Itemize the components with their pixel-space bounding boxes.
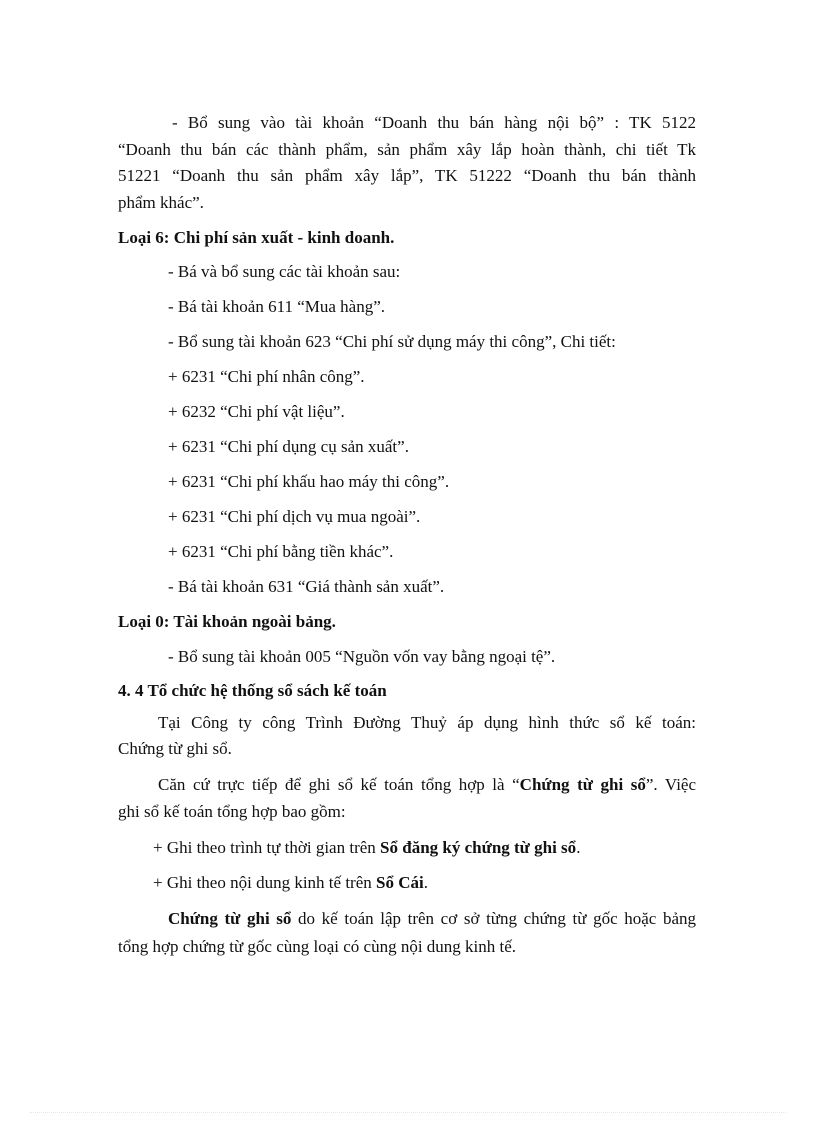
list-item: + 6232 “Chi phí vật liệu”. (168, 402, 345, 421)
list-item: + 6231 “Chi phí khấu hao máy thi công”. (168, 472, 450, 491)
bullet-economic (153, 873, 428, 893)
bullet-1-bold: Sổ đăng ký chứng từ ghi sổ (380, 838, 577, 857)
list-item: - Bá tài khoản 611 “Mua hàng”. (168, 297, 385, 316)
list-item: - Bổ sung tài khoản 005 “Nguồn vốn vay bằng ngoại tệ”. (168, 647, 556, 666)
list-item: + 6231 “Chi phí dịch vụ mua ngoài”. (168, 507, 421, 526)
heading-loai-0: Loại 0: Tài khoản ngoài bảng. (118, 612, 336, 631)
basis-para-line-2: ghi sổ kế toán tổng hợp bao gồm: (118, 802, 346, 821)
section-heading: 4. 4 Tổ chức hệ thống sổ sách kế toán (118, 681, 387, 700)
intro-para-line-1: Tại Công ty công Trình Đường Thuỷ áp dụng hình thức sổ kế toán: (158, 713, 696, 732)
bullet-2-pre: + Ghi theo nội dung kinh tế trên (153, 873, 377, 892)
voucher-para-line-2: tổng hợp chứng từ gốc cùng loại có cùng nội dung kinh tế. (118, 937, 517, 956)
bullet-2-post: . (423, 873, 428, 892)
voucher-text-bold: Chứng từ ghi sổ (168, 909, 292, 928)
revenue-para-line-4: phẩm khác”. (118, 193, 204, 212)
bullet-1-post: . (576, 838, 581, 857)
list-item: - Bổ sung tài khoản 623 “Chi phí sử dụng máy thi công”, Chi tiết: (168, 332, 616, 351)
bullet-chronological (153, 838, 580, 858)
bullet-2-bold: Sổ Cái (376, 873, 424, 892)
voucher-para-line-1 (168, 909, 696, 929)
bullet-1-pre: + Ghi theo trình tự thời gian trên (153, 838, 381, 857)
list-item: + 6231 “Chi phí dụng cụ sản xuất”. (168, 437, 409, 456)
list-item: - Bá tài khoản 631 “Giá thành sản xuất”. (168, 577, 445, 596)
list-item: + 6231 “Chi phí bằng tiền khác”. (168, 542, 394, 561)
basis-text-bold: Chứng từ ghi sổ (519, 775, 646, 794)
voucher-text-post: do kế toán lập trên cơ sở từng chứng từ gốc hoặc bảng (291, 909, 697, 928)
heading-loai-6: Loại 6: Chi phí sản xuất - kinh doanh. (118, 228, 395, 247)
list-item: - Bá và bổ sung các tài khoản sau: (168, 262, 401, 281)
page-bottom-divider (30, 1112, 786, 1113)
basis-para-line-1 (158, 775, 696, 795)
intro-para-line-2: Chứng từ ghi sổ. (118, 739, 232, 758)
list-item: + 6231 “Chi phí nhân công”. (168, 367, 365, 386)
basis-text-post: ”. Việc (645, 775, 697, 794)
revenue-para-line-1: - Bổ sung vào tài khoản “Doanh thu bán hàng nội bộ” : TK 5122 (172, 113, 696, 132)
revenue-para-line-3: 51221 “Doanh thu sản phẩm xây lắp”, TK 51222 “Doanh thu bán thành (118, 166, 696, 185)
revenue-para-line-2: “Doanh thu bán các thành phẩm, sản phẩm xây lắp hoàn thành, chi tiết Tk (118, 140, 696, 159)
basis-text-pre: Căn cứ trực tiếp để ghi sổ kế toán tổng hợp là “ (158, 775, 520, 794)
